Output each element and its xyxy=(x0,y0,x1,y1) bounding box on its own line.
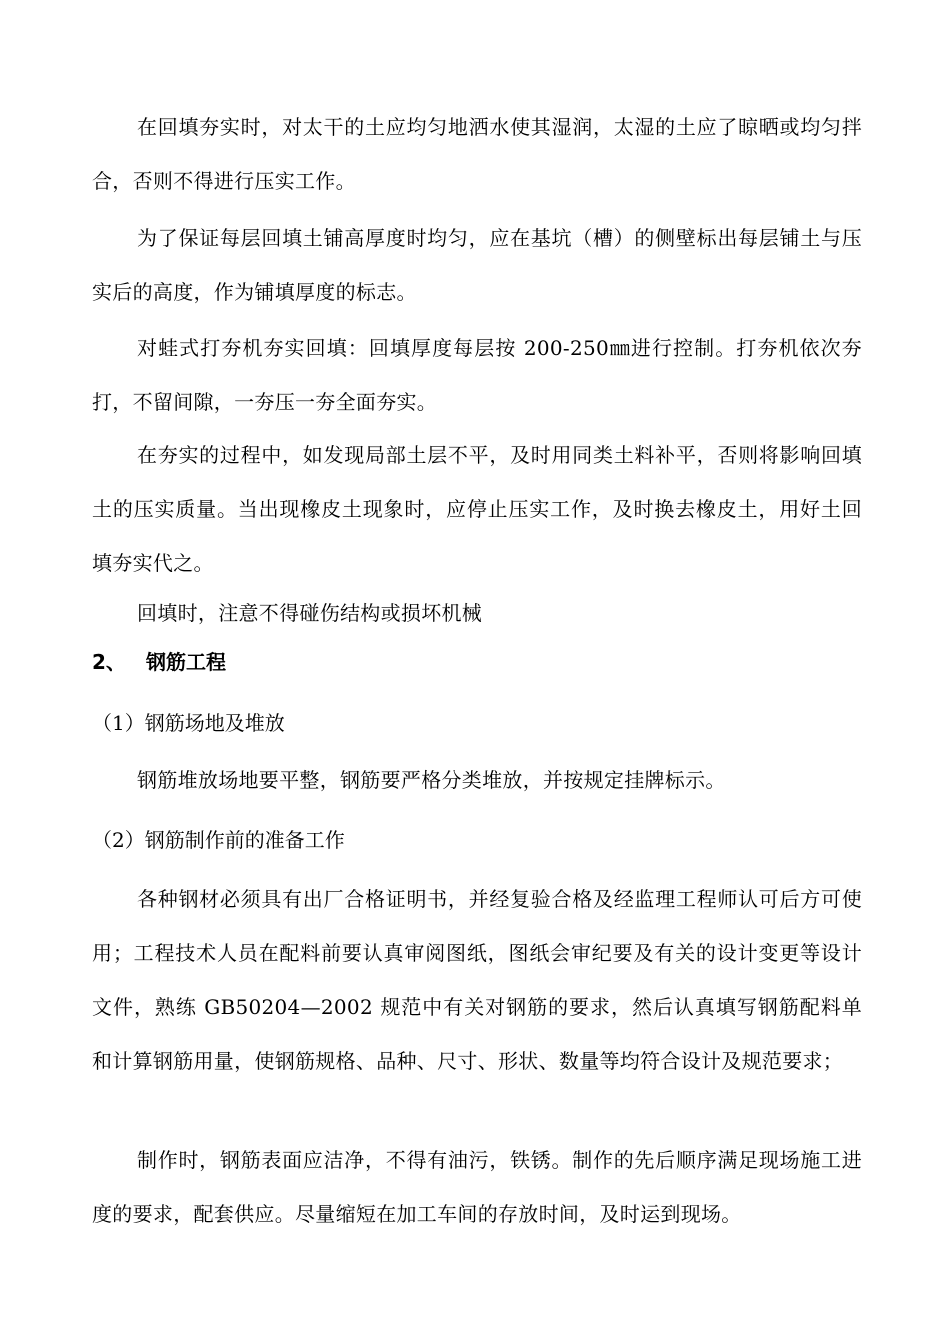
paragraph-compaction-process: 在夯实的过程中，如发现局部土层不平，及时用同类土料补平，否则将影响回填土的压实质量。当出现橡皮土现象时，应停止压实工作，及时换去橡皮土，用好土回填夯实代之。 xyxy=(92,443,862,575)
paragraph-backfill-caution: 回填时，注意不得碰伤结构或损坏机械 xyxy=(137,601,483,625)
paragraph-preparation: 各种钢材必须具有出厂合格证明书，并经复验合格及经监理工程师认可后方可使用；工程技术人员在配料前要认真审阅图纸，图纸会审纪要及有关的设计变更等设计文件，熟练 GB50204—2002 规范中有关对钢筋的要求，然后认真填写钢筋配料单和计算钢筋用量，使钢筋规格、品种、尺寸、形状、数量等均符合设计及规范要求； xyxy=(92,887,862,1073)
paragraph-fabrication: 制作时，钢筋表面应洁净，不得有油污，铁锈。制作的先后顺序满足现场施工进度的要求，配套供应。尽量缩短在加工车间的存放时间，及时运到现场。 xyxy=(92,1148,862,1226)
section-heading xyxy=(92,647,226,677)
paragraph-backfill-moisture: 在回填夯实时，对太干的土应均匀地洒水使其湿润，太湿的土应了晾晒或均匀拌合，否则不得进行压实工作。 xyxy=(92,115,862,193)
paragraph-storage: 钢筋堆放场地要平整，钢筋要严格分类堆放，并按规定挂牌标示。 xyxy=(137,768,726,792)
section-number: 2、 xyxy=(92,650,126,674)
section-title: 钢筋工程 xyxy=(146,650,226,674)
subsection-heading-storage: （1）钢筋场地及堆放 xyxy=(92,711,285,735)
subsection-heading-preparation: （2）钢筋制作前的准备工作 xyxy=(92,828,345,852)
paragraph-layer-thickness: 为了保证每层回填土铺高厚度时均匀，应在基坑（槽）的侧壁标出每层铺土与压实后的高度，作为铺填厚度的标志。 xyxy=(92,226,862,304)
paragraph-frog-rammer: 对蛙式打夯机夯实回填：回填厚度每层按 200-250㎜进行控制。打夯机依次夯打，不留间隙，一夯压一夯全面夯实。 xyxy=(92,336,862,414)
